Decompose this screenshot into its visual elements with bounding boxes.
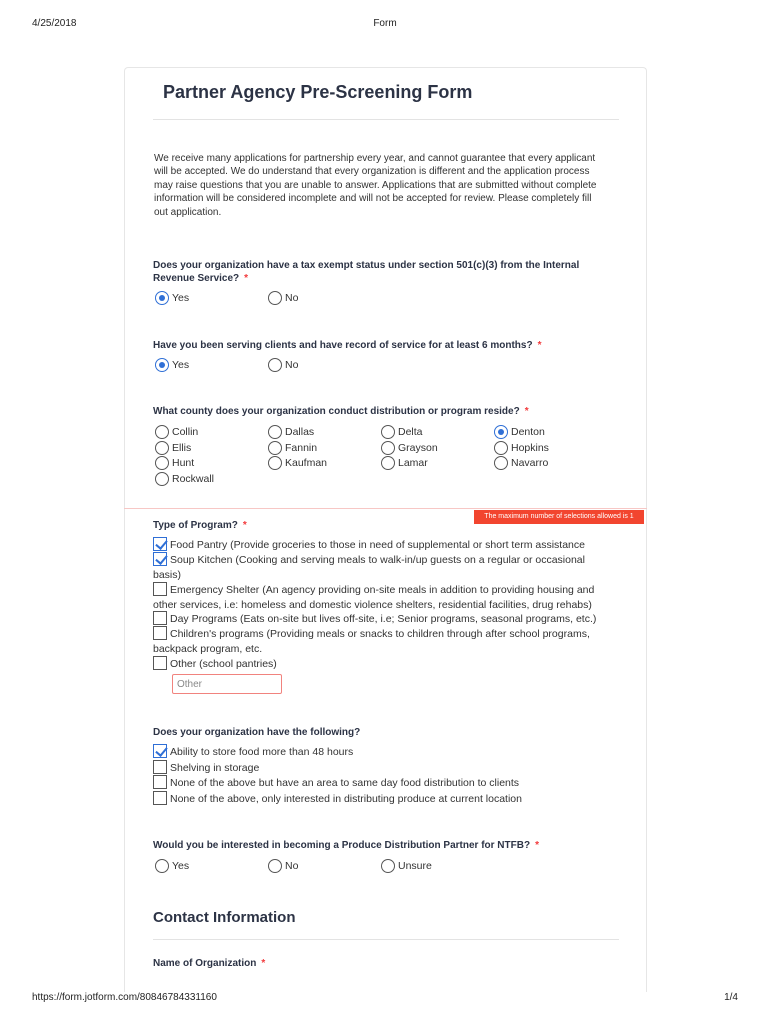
radio-option-produce-yes[interactable] [155,859,189,873]
question-label: Does your organization have the following? [153,727,361,738]
question-facilities [153,727,613,740]
checkbox-icon[interactable] [153,760,167,774]
radio-option-grayson[interactable] [381,441,438,455]
radio-option-service-no[interactable] [268,358,298,372]
required-mark: * [537,340,542,351]
radio-icon[interactable] [494,441,508,455]
radio-icon[interactable] [268,291,282,305]
option-label: None of the above, only interested in distributing produce at current location [170,793,522,805]
option-label: Unsure [398,859,432,872]
print-header [0,18,770,32]
checkbox-icon[interactable] [153,626,167,640]
section-title-contact: Contact Information [153,909,296,926]
radio-icon[interactable] [155,859,169,873]
radio-option-collin[interactable] [155,425,198,439]
radio-selected-icon[interactable] [155,291,169,305]
question-service-record [153,340,613,353]
checkbox-option-day-programs[interactable] [153,612,603,627]
radio-selected-icon[interactable] [155,358,169,372]
checkbox-icon[interactable] [153,611,167,625]
option-label: Navarro [511,456,549,469]
radio-selected-icon[interactable] [494,425,508,439]
checkbox-option-same-day[interactable] [153,776,603,791]
checkbox-icon[interactable] [153,656,167,670]
option-label: Collin [172,425,199,438]
radio-option-rockwall[interactable] [155,472,214,486]
section-divider [153,939,619,940]
option-label: Yes [172,859,190,872]
question-label: What county does your organization conduct distribution or program reside? [153,406,520,417]
option-label: Ellis [172,441,192,454]
radio-icon[interactable] [268,441,282,455]
radio-option-lamar[interactable] [381,456,428,470]
radio-icon[interactable] [155,425,169,439]
form-intro: We receive many applications for partnership every year, and cannot guarantee that every applicant will be accepted. We do understand that every organization is different and the application process may raise questions that you are unable to answer. Applications that are submitted without complete information will be considered incomplete and will not be accepted for review. Please completely fill out application. [154,153,597,218]
question-produce-partner [153,840,613,853]
radio-option-navarro[interactable] [494,456,548,470]
radio-icon[interactable] [268,456,282,470]
question-label: Would you be interested in becoming a Produce Distribution Partner for NTFB? [153,840,531,851]
required-mark: * [242,520,247,531]
radio-option-produce-no[interactable] [268,859,298,873]
radio-icon[interactable] [268,358,282,372]
required-mark: * [261,958,266,969]
radio-icon[interactable] [381,425,395,439]
question-label: Have you been serving clients and have record of service for at least 6 months? [153,340,533,351]
radio-icon[interactable] [155,472,169,486]
radio-option-denton[interactable] [494,425,545,439]
option-label: Kaufman [285,456,328,469]
other-program-input[interactable] [172,674,282,694]
question-county [153,406,613,419]
option-label: Yes [172,358,190,371]
option-label: Denton [511,425,545,438]
radio-option-dallas[interactable] [268,425,314,439]
radio-option-tax-yes[interactable] [155,291,189,305]
option-label: Hopkins [511,441,549,454]
checkbox-checked-icon[interactable] [153,744,167,758]
option-label: Lamar [398,456,428,469]
checkbox-option-soup-kitchen[interactable] [153,553,603,582]
option-label: Soup Kitchen (Cooking and serving meals to walk-in/up guests on a regular or occasional basis) [153,554,585,581]
radio-option-delta[interactable] [381,425,423,439]
radio-icon[interactable] [381,859,395,873]
option-label: Food Pantry (Provide groceries to those in need of supplemental or short term assistance [170,539,585,551]
radio-icon[interactable] [494,456,508,470]
checkbox-option-produce-only[interactable] [153,792,603,807]
checkbox-icon[interactable] [153,775,167,789]
option-label: Children's programs (Providing meals or snacks to children through after school programs, backpack program, etc. [153,628,590,655]
radio-option-ellis[interactable] [155,441,191,455]
option-label: No [285,358,299,371]
checkbox-option-food-storage[interactable] [153,745,603,760]
option-label: Fannin [285,441,318,454]
radio-icon[interactable] [155,441,169,455]
option-label: No [285,859,299,872]
radio-icon[interactable] [381,456,395,470]
radio-option-fannin[interactable] [268,441,317,455]
question-program-type [153,520,613,533]
checkbox-option-food-pantry[interactable] [153,538,603,553]
checkbox-option-childrens-programs[interactable] [153,627,603,656]
radio-option-kaufman[interactable] [268,456,327,470]
form-title: Partner Agency Pre-Screening Form [163,82,473,102]
radio-option-hunt[interactable] [155,456,194,470]
print-date: 4/25/2018 [32,18,77,29]
question-tax-exempt [153,260,613,285]
option-label: Delta [398,425,423,438]
radio-option-tax-no[interactable] [268,291,298,305]
error-message: The maximum number of selections allowed is 1 [474,510,644,524]
option-label: Hunt [172,456,195,469]
checkbox-icon[interactable] [153,791,167,805]
radio-icon[interactable] [155,456,169,470]
title-divider [153,119,619,120]
option-label: Rockwall [172,472,215,485]
checkbox-checked-icon[interactable] [153,552,167,566]
radio-icon[interactable] [268,859,282,873]
option-label: Yes [172,291,190,304]
option-label: Emergency Shelter (An agency providing on-site meals in addition to providing housing and other services, i.e: homeless and domestic violence shelters, residential facilities, drug rehabs) [153,584,595,611]
print-footer [0,992,770,1006]
option-label: Grayson [398,441,438,454]
print-title: Form [373,18,397,29]
question-label: Does your organization have a tax exempt status under section 501(c)(3) from the Internal Revenue Service? [153,260,580,284]
question-label: Name of Organization [153,958,257,969]
option-label: No [285,291,299,304]
checkbox-option-shelving[interactable] [153,761,603,776]
option-label: Ability to store food more than 48 hours [170,746,354,758]
radio-option-service-yes[interactable] [155,358,189,372]
error-highlight-line [124,508,647,509]
radio-icon[interactable] [268,425,282,439]
radio-option-hopkins[interactable] [494,441,549,455]
checkbox-icon[interactable] [153,582,167,596]
question-label: Type of Program? [153,520,238,531]
print-url: https://form.jotform.com/80846784331160 [32,992,217,1003]
option-label: Day Programs (Eats on-site but lives off-site, i.e; Senior programs, seasonal programs, etc.) [170,613,597,625]
checkbox-checked-icon[interactable] [153,537,167,551]
radio-option-produce-unsure[interactable] [381,859,432,873]
option-label: Dallas [285,425,315,438]
question-org-name [153,958,613,971]
option-label: None of the above but have an area to same day food distribution to clients [170,777,520,789]
required-mark: * [244,272,249,284]
page-number: 1/4 [724,992,738,1003]
option-label: Other (school pantries) [170,658,277,670]
radio-icon[interactable] [381,441,395,455]
option-label: Shelving in storage [170,762,260,774]
required-mark: * [535,840,539,851]
required-mark: * [524,406,529,417]
checkbox-option-emergency-shelter[interactable] [153,583,603,612]
checkbox-option-other[interactable] [153,657,603,672]
